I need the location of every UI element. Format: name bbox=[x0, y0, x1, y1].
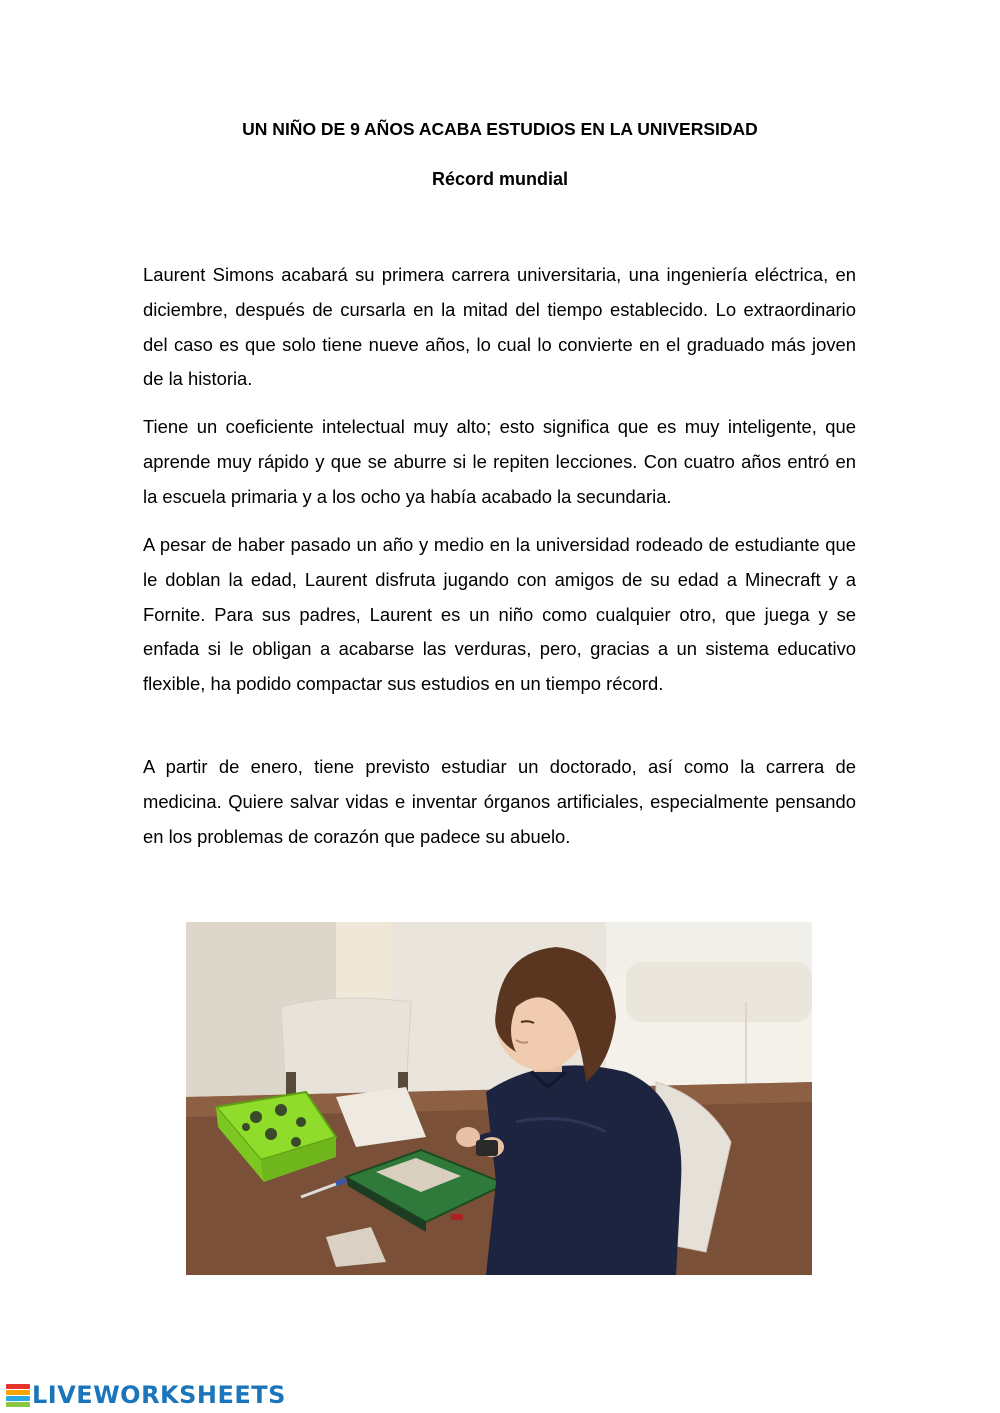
boy-with-electronics-photo bbox=[186, 922, 812, 1275]
logo-bar-orange bbox=[6, 1390, 30, 1395]
paragraph-2: Tiene un coeficiente intelectual muy alto; esto significa que es muy inteligente, que aprende muy rápido y que se aburre si le repiten lecciones. Con cuatro años entró en la escuela primaria y a los ocho ya había acabado la secundaria. bbox=[143, 416, 856, 507]
document-title: UN NIÑO DE 9 AÑOS ACABA ESTUDIOS EN LA UNIVERSIDAD bbox=[242, 119, 758, 139]
logo-bar-blue bbox=[6, 1396, 30, 1401]
paragraph-1: Laurent Simons acabará su primera carrera universitaria, una ingeniería eléctrica, en diciembre, después de cursarla en la mitad del tiempo establecido. Lo extraordinario del caso es que solo tiene nueve años, lo cual lo convierte en el graduado más joven de la historia. bbox=[143, 264, 856, 390]
liveworksheets-brand-text: LIVEWORKSHEETS bbox=[32, 1381, 286, 1409]
logo-bar-red bbox=[6, 1384, 30, 1389]
liveworksheets-mark-icon bbox=[6, 1383, 30, 1407]
document-subtitle: Récord mundial bbox=[431, 169, 569, 189]
paragraph-3: A pesar de haber pasado un año y medio en la universidad rodeado de estudiante que le doblan la edad, Laurent disfruta jugando con amigos de su edad a Minecraft y a Fornite. Para sus padres, Laurent es un niño como cualquier otro, que juega y se enfada si le obligan a acabarse las verduras, pero, gracias a un sistema educativo flexible, ha podido compactar sus estudios en un tiempo récord. bbox=[143, 534, 856, 695]
paragraph-4: A partir de enero, tiene previsto estudiar un doctorado, así como la carrera de medicina. Quiere salvar vidas e inventar órganos artificiales, especialmente pensando en los problemas de corazón que padece su abuelo. bbox=[143, 756, 856, 847]
liveworksheets-logo[interactable] bbox=[6, 1380, 286, 1410]
logo-bar-green bbox=[6, 1402, 30, 1407]
